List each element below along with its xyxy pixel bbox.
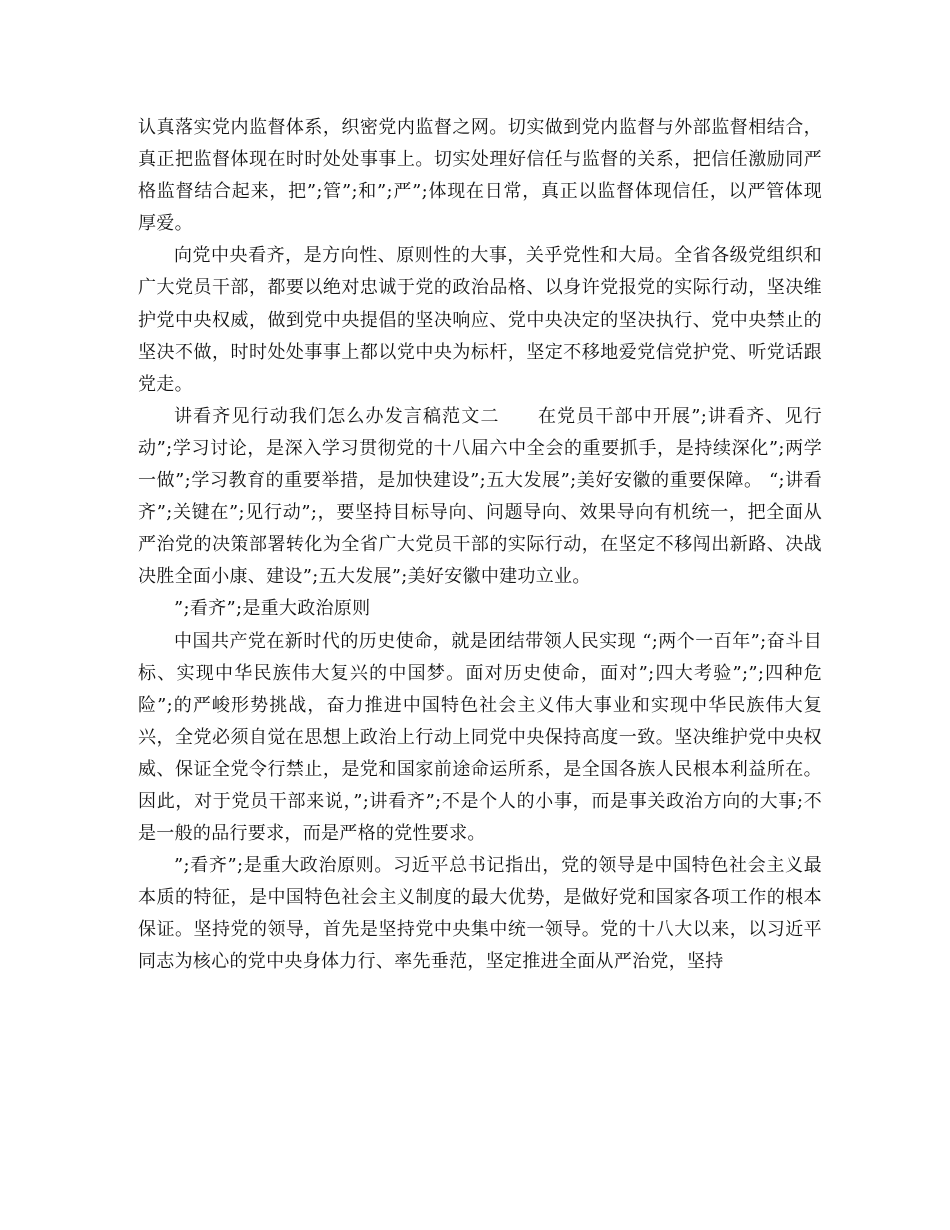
paragraph-party-leadership: ”;看齐”;是重大政治原则。习近平总书记指出，党的领导是中国特色社会主义最本质的特征，是中国特色社会主义制度的最大优势，是做好党和国家各项工作的根本保证。坚持党的领导，首先是坚持党中央集中统一领导。党的十八大以来，以习近平同志为核心的党中央身体力行、率先垂范，坚定推进全面从严治党，坚持 bbox=[138, 855, 822, 973]
paragraph-historic-mission: 中国共产党在新时代的历史使命，就是团结带领人民实现 “;两个一百年”;奋斗目标、实现中华民族伟大复兴的中国梦。面对历史使命，面对”;四大考验”;”;四种危险”;的严峻形势挑战，奋力推进中国特色社会主义伟大事业和实现中华民族伟大复兴，全党必须自觉在思想上政治上行动上同党中央保持高度一致。坚决维护党中央权威、保证全党令行禁止，是党和国家前途命运所系，是全国各族人民根本利益所在。因此，对于党员干部来说，”;讲看齐”;不是个人的小事，而是事关政治方向的大事;不是一般的品行要求，而是严格的党性要求。 bbox=[138, 630, 822, 845]
document-page bbox=[138, 112, 822, 979]
paragraph-align-with-center: 向党中央看齐，是方向性、原则性的大事，关乎党性和大局。全省各级党组织和广大党员干部，都要以绝对忠诚于党的政治品格、以身许党报党的实际行动，坚决维护党中央权威，做到党中央提倡的坚决响应、党中央决定的坚决执行、党中央禁止的坚决不做，时时处处事事上都以党中央为标杆，坚定不移地爱党信党护党、听党话跟党走。 bbox=[138, 245, 822, 395]
paragraph-supervision: 认真落实党内监督体系，织密党内监督之网。切实做到党内监督与外部监督相结合，真正把监督体现在时时处处事事上。切实处理好信任与监督的关系，把信任激励同严格监督结合起来，把”;管”;和”;严”;体现在日常，真正以监督体现信任，以严管体现厚爱。 bbox=[138, 117, 822, 235]
section-heading-political-principle: ”;看齐”;是重大政治原则 bbox=[174, 598, 371, 620]
paragraph-speech-sample-two: 讲看齐见行动我们怎么办发言稿范文二 在党员干部中开展”;讲看齐、见行动”;学习讨论，是深入学习贯彻党的十八届六中全会的重要抓手，是持续深化”;两学一做”;学习教育的重要举措，是加快建设”;五大发展”;美好安徽的重要保障。 “;讲看齐”;关键在”;见行动”;，要坚持目标导向、问题导向、效果导向有机统一，把全面从严治党的决策部署转化为全省广大党员干部的实际行动，在坚定不移闯出新路、决战决胜全面小康、建设”;五大发展”;美好安徽中建功立业。 bbox=[138, 405, 822, 588]
